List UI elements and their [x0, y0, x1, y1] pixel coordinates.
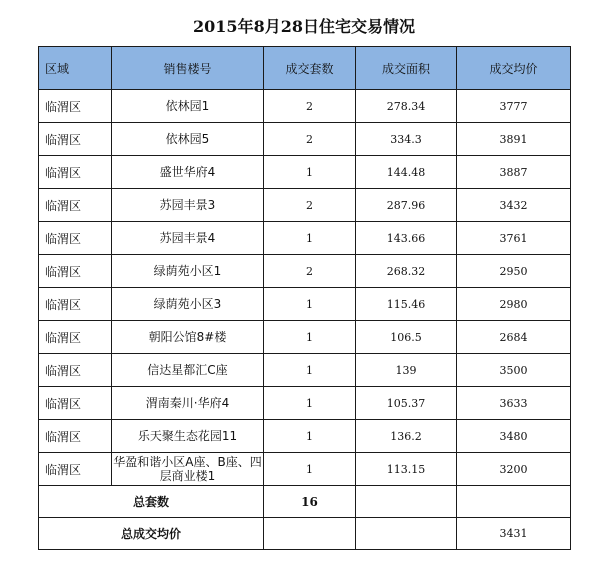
total-units-empty-cell	[457, 486, 571, 518]
cell-district: 临渭区	[39, 288, 112, 321]
cell-building: 朝阳公馆8#楼	[112, 321, 264, 354]
cell-district: 临渭区	[39, 123, 112, 156]
cell-units: 1	[264, 156, 356, 189]
cell-building: 依林园1	[112, 90, 264, 123]
cell-area: 334.3	[356, 123, 457, 156]
cell-district: 临渭区	[39, 321, 112, 354]
cell-avg-price: 3887	[457, 156, 571, 189]
table-row	[39, 189, 571, 222]
column-header-avg-price: 成交均价	[457, 47, 571, 90]
table-row	[39, 354, 571, 387]
cell-units: 1	[264, 288, 356, 321]
cell-building: 渭南秦川·华府4	[112, 387, 264, 420]
cell-district: 临渭区	[39, 90, 112, 123]
cell-building: 绿荫苑小区3	[112, 288, 264, 321]
cell-units: 1	[264, 387, 356, 420]
cell-area: 115.46	[356, 288, 457, 321]
table-row	[39, 90, 571, 123]
cell-units: 2	[264, 255, 356, 288]
table-row	[39, 288, 571, 321]
cell-units: 1	[264, 354, 356, 387]
avg-price-empty-cell	[264, 518, 356, 550]
table-row	[39, 255, 571, 288]
cell-building: 苏园丰景3	[112, 189, 264, 222]
cell-area: 136.2	[356, 420, 457, 453]
table-row	[39, 453, 571, 486]
total-units-empty-cell	[356, 486, 457, 518]
cell-avg-price: 3777	[457, 90, 571, 123]
cell-area: 139	[356, 354, 457, 387]
cell-area: 106.5	[356, 321, 457, 354]
avg-price-empty-cell	[356, 518, 457, 550]
cell-district: 临渭区	[39, 420, 112, 453]
table-row	[39, 156, 571, 189]
cell-building: 乐天聚生态花园11	[112, 420, 264, 453]
cell-units: 1	[264, 321, 356, 354]
cell-avg-price: 3500	[457, 354, 571, 387]
table-row	[39, 387, 571, 420]
cell-area: 287.96	[356, 189, 457, 222]
cell-district: 临渭区	[39, 387, 112, 420]
table-header-row	[39, 47, 571, 90]
cell-district: 临渭区	[39, 354, 112, 387]
table-row	[39, 123, 571, 156]
cell-district: 临渭区	[39, 222, 112, 255]
table-row	[39, 420, 571, 453]
total-units-value: 16	[264, 486, 356, 518]
cell-building: 绿荫苑小区1	[112, 255, 264, 288]
cell-area: 268.32	[356, 255, 457, 288]
cell-units: 1	[264, 453, 356, 486]
column-header-building: 销售楼号	[112, 47, 264, 90]
cell-avg-price: 3432	[457, 189, 571, 222]
cell-avg-price: 3891	[457, 123, 571, 156]
cell-units: 2	[264, 189, 356, 222]
table-body	[39, 90, 571, 486]
cell-units: 1	[264, 420, 356, 453]
cell-area: 144.48	[356, 156, 457, 189]
cell-area: 105.37	[356, 387, 457, 420]
cell-area: 143.66	[356, 222, 457, 255]
transactions-table	[38, 46, 571, 550]
cell-avg-price: 2684	[457, 321, 571, 354]
cell-building: 华盈和谐小区A座、B座、四层商业楼1	[112, 453, 264, 486]
cell-building: 依林园5	[112, 123, 264, 156]
cell-district: 临渭区	[39, 255, 112, 288]
cell-avg-price: 2980	[457, 288, 571, 321]
cell-units: 1	[264, 222, 356, 255]
cell-district: 临渭区	[39, 156, 112, 189]
cell-building: 信达星都汇C座	[112, 354, 264, 387]
cell-district: 临渭区	[39, 189, 112, 222]
cell-area: 113.15	[356, 453, 457, 486]
column-header-units: 成交套数	[264, 47, 356, 90]
column-header-area: 成交面积	[356, 47, 457, 90]
avg-price-value: 3431	[457, 518, 571, 550]
cell-building: 苏园丰景4	[112, 222, 264, 255]
avg-price-label: 总成交均价	[39, 518, 264, 550]
cell-avg-price: 2950	[457, 255, 571, 288]
table-row	[39, 321, 571, 354]
cell-avg-price: 3480	[457, 420, 571, 453]
page-title: 2015年8月28日住宅交易情况	[193, 17, 415, 36]
cell-avg-price: 3761	[457, 222, 571, 255]
cell-units: 2	[264, 123, 356, 156]
table-row	[39, 222, 571, 255]
cell-units: 2	[264, 90, 356, 123]
total-units-row	[39, 486, 571, 518]
total-units-label: 总套数	[39, 486, 264, 518]
cell-area: 278.34	[356, 90, 457, 123]
cell-building: 盛世华府4	[112, 156, 264, 189]
avg-price-row	[39, 518, 571, 550]
cell-district: 临渭区	[39, 453, 112, 486]
cell-avg-price: 3200	[457, 453, 571, 486]
column-header-district: 区域	[39, 47, 112, 90]
cell-avg-price: 3633	[457, 387, 571, 420]
